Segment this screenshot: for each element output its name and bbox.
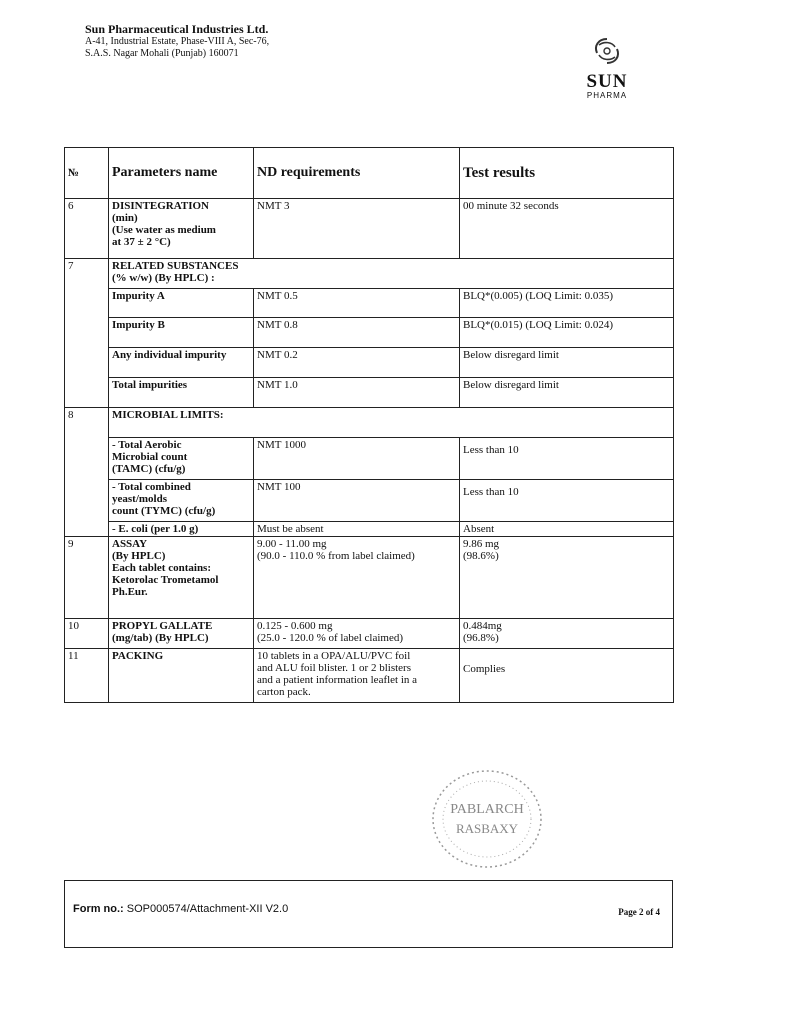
- table-header-row: [65, 148, 674, 199]
- parameter-line: ASSAY: [112, 538, 148, 550]
- section-title: [109, 259, 674, 289]
- sun-swirl-icon: [590, 36, 624, 66]
- row-number: 8: [65, 408, 109, 537]
- header-number: №: [65, 148, 109, 199]
- company-name: Sun Pharmaceutical Industries Ltd.: [85, 22, 269, 36]
- letterhead: [85, 22, 269, 60]
- result-line: 9.86 mg: [463, 538, 500, 550]
- table-row: [65, 348, 674, 378]
- table-row: [65, 408, 674, 438]
- parameter-line: Microbial count: [112, 451, 188, 463]
- table-row: [65, 318, 674, 348]
- table-row: [65, 537, 674, 619]
- result-cell: Complies: [460, 649, 674, 703]
- result-cell: BLQ*(0.015) (LOQ Limit: 0.024): [460, 318, 674, 348]
- result-cell: Absent: [460, 522, 674, 537]
- result-cell: Below disregard limit: [460, 348, 674, 378]
- requirement-line: carton pack.: [257, 686, 311, 698]
- table-row: [65, 438, 674, 480]
- parameter-line: PROPYL GALLATE: [112, 620, 213, 632]
- result-line: (98.6%): [463, 550, 499, 562]
- parameter-line: Ketorolac Trometamol: [112, 574, 219, 586]
- page-number: Page 2 of 4: [618, 907, 660, 917]
- stamp-text-1: PABLARCH: [450, 802, 524, 817]
- parameter-cell: Total impurities: [109, 378, 254, 408]
- header-parameters: Parameters name: [109, 148, 254, 199]
- parameter-line: Ph.Eur.: [112, 586, 148, 598]
- parameter-line: count (TYMC) (cfu/g): [112, 505, 216, 517]
- requirement-cell: NMT 0.2: [254, 348, 460, 378]
- parameter-line: (min): [112, 212, 138, 224]
- table-row: [65, 289, 674, 318]
- result-cell: [460, 537, 674, 619]
- section-title: MICROBIAL LIMITS:: [109, 408, 674, 438]
- requirement-line: 10 tablets in a OPA/ALU/PVC foil: [257, 650, 411, 662]
- result-cell: 00 minute 32 seconds: [460, 199, 674, 259]
- parameter-cell: [109, 537, 254, 619]
- result-cell: BLQ*(0.005) (LOQ Limit: 0.035): [460, 289, 674, 318]
- result-line: 0.484mg: [463, 620, 502, 632]
- table-row: [65, 259, 674, 289]
- requirement-cell: [254, 619, 460, 649]
- parameter-cell: [109, 619, 254, 649]
- page-footer: [64, 880, 673, 948]
- requirement-line: (90.0 - 110.0 % from label claimed): [257, 550, 415, 562]
- table-row: [65, 649, 674, 703]
- parameter-line: (mg/tab) (By HPLC): [112, 632, 209, 644]
- result-cell: Less than 10: [460, 480, 674, 522]
- requirement-cell: NMT 3: [254, 199, 460, 259]
- requirement-line: and ALU foil blister. 1 or 2 blisters: [257, 662, 411, 674]
- sun-pharma-logo: [576, 36, 638, 100]
- form-value: SOP000574/Attachment-XII V2.0: [123, 903, 289, 915]
- requirement-cell: [254, 649, 460, 703]
- result-cell: Less than 10: [460, 438, 674, 480]
- table-row: [65, 522, 674, 537]
- address-line-1: A-41, Industrial Estate, Phase-VIII A, Sec-76,: [85, 36, 270, 47]
- parameter-cell: PACKING: [109, 649, 254, 703]
- row-number: 10: [65, 619, 109, 649]
- address-line-2: S.A.S. Nagar Mohali (Punjab) 160071: [85, 48, 239, 59]
- requirement-line: 9.00 - 11.00 mg: [257, 538, 327, 550]
- parameter-cell: - E. coli (per 1.0 g): [109, 522, 254, 537]
- parameter-line: Each tablet contains:: [112, 562, 211, 574]
- requirement-cell: [254, 537, 460, 619]
- parameter-cell: [109, 480, 254, 522]
- parameter-cell: Impurity A: [109, 289, 254, 318]
- company-stamp: [428, 765, 546, 873]
- result-cell: Below disregard limit: [460, 378, 674, 408]
- test-results-table: [64, 147, 674, 703]
- requirement-cell: NMT 1.0: [254, 378, 460, 408]
- result-line: (96.8%): [463, 632, 499, 644]
- stamp-text-2: RASBAXY: [455, 821, 519, 836]
- table-row: [65, 199, 674, 259]
- result-cell: [460, 619, 674, 649]
- requirement-cell: NMT 1000: [254, 438, 460, 480]
- row-number: 7: [65, 259, 109, 408]
- requirement-line: (25.0 - 120.0 % of label claimed): [257, 632, 404, 644]
- requirement-cell: NMT 0.8: [254, 318, 460, 348]
- parameter-cell: [109, 438, 254, 480]
- section-title-line: (% w/w) (By HPLC) :: [112, 272, 215, 284]
- parameter-line: - Total Aerobic: [112, 439, 182, 451]
- parameter-line: - Total combined: [112, 481, 191, 493]
- parameter-cell: [109, 199, 254, 259]
- row-number: 6: [65, 199, 109, 259]
- table-row: [65, 480, 674, 522]
- header-nd-requirements: ND requirements: [254, 148, 460, 199]
- row-number: 11: [65, 649, 109, 703]
- form-number: [73, 903, 288, 915]
- parameter-line: at 37 ± 2 °C): [112, 236, 171, 248]
- form-label: Form no.:: [73, 903, 124, 915]
- parameter-line: (TAMC) (cfu/g): [112, 463, 186, 475]
- section-title-line: RELATED SUBSTANCES: [112, 260, 239, 272]
- logo-name: SUN: [586, 71, 628, 92]
- table-row: [65, 619, 674, 649]
- table-row: [65, 378, 674, 408]
- row-number: 9: [65, 537, 109, 619]
- parameter-cell: Any individual impurity: [109, 348, 254, 378]
- header-test-results: Test results: [460, 148, 674, 199]
- parameter-line: (By HPLC): [112, 550, 166, 562]
- parameter-line: (Use water as medium: [112, 224, 216, 236]
- parameter-line: DISINTEGRATION: [112, 200, 209, 212]
- requirement-line: and a patient information leaflet in a: [257, 674, 418, 686]
- logo-sub: PHARMA: [586, 91, 628, 100]
- requirement-cell: NMT 0.5: [254, 289, 460, 318]
- parameter-cell: Impurity B: [109, 318, 254, 348]
- requirement-cell: NMT 100: [254, 480, 460, 522]
- requirement-cell: Must be absent: [254, 522, 460, 537]
- requirement-line: 0.125 - 0.600 mg: [257, 620, 333, 632]
- parameter-line: yeast/molds: [112, 493, 167, 505]
